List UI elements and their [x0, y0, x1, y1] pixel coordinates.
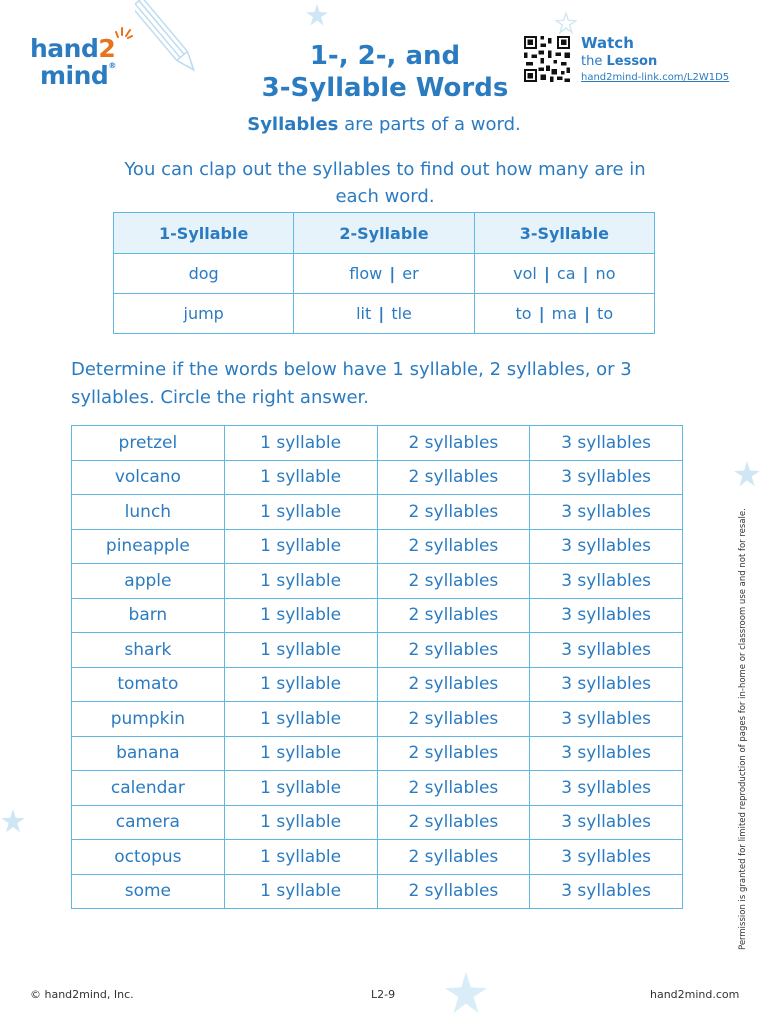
choice-1-syllable[interactable]: 1 syllable	[224, 426, 377, 461]
choice-2-syllables[interactable]: 2 syllables	[377, 771, 530, 806]
example-cell: dog	[114, 254, 294, 294]
table-row	[72, 702, 683, 737]
star-icon	[0, 808, 26, 834]
choice-3-syllables[interactable]: 3 syllables	[530, 598, 683, 633]
table-header-row	[114, 213, 655, 254]
sun-rays-icon	[115, 25, 133, 39]
choice-3-syllables[interactable]: 3 syllables	[530, 874, 683, 909]
table-row	[114, 294, 655, 334]
word-cell: octopus	[72, 840, 225, 875]
word-cell: barn	[72, 598, 225, 633]
choice-3-syllables[interactable]: 3 syllables	[530, 633, 683, 668]
qr-code-icon[interactable]	[524, 36, 570, 82]
choice-2-syllables[interactable]: 2 syllables	[377, 564, 530, 599]
footer-site[interactable]: hand2mind.com	[650, 988, 740, 1001]
choice-3-syllables[interactable]: 3 syllables	[530, 460, 683, 495]
example-cell: jump	[114, 294, 294, 334]
word-cell: banana	[72, 736, 225, 771]
word-cell: some	[72, 874, 225, 909]
intro-clap-text: You can clap out the syllables to find out how many are in each word.	[124, 159, 646, 207]
table-row	[72, 667, 683, 702]
star-icon	[443, 970, 489, 1016]
example-cell: vol | ca | no	[474, 254, 654, 294]
word-cell: apple	[72, 564, 225, 599]
choice-2-syllables[interactable]: 2 syllables	[377, 840, 530, 875]
example-cell: lit | tle	[294, 294, 474, 334]
table-row	[72, 598, 683, 633]
page-title	[230, 40, 540, 104]
table-row	[114, 254, 655, 294]
lesson-label: the Lesson	[581, 54, 658, 69]
word-cell: pineapple	[72, 529, 225, 564]
choice-2-syllables[interactable]: 2 syllables	[377, 495, 530, 530]
syllable-worksheet-table	[71, 425, 683, 909]
choice-1-syllable[interactable]: 1 syllable	[224, 702, 377, 737]
table-row	[72, 771, 683, 806]
header-1-syllable: 1-Syllable	[114, 213, 294, 254]
choice-3-syllables[interactable]: 3 syllables	[530, 702, 683, 737]
instructions: Determine if the words below have 1 syllable, 2 syllables, or 3 syllables. Circle the right answer.	[71, 359, 632, 408]
footer-page-number: L2-9	[371, 988, 396, 1001]
table-row	[72, 529, 683, 564]
choice-1-syllable[interactable]: 1 syllable	[224, 495, 377, 530]
lesson-link[interactable]: hand2mind-link.com/L2W1D5	[581, 72, 730, 83]
choice-3-syllables[interactable]: 3 syllables	[530, 495, 683, 530]
table-row	[72, 495, 683, 530]
example-syllable-table	[113, 212, 655, 334]
word-cell: pretzel	[72, 426, 225, 461]
word-cell: lunch	[72, 495, 225, 530]
table-row	[72, 736, 683, 771]
choice-3-syllables[interactable]: 3 syllables	[530, 529, 683, 564]
choice-3-syllables[interactable]: 3 syllables	[530, 426, 683, 461]
star-icon	[555, 12, 577, 34]
footer-copyright: © hand2mind, Inc.	[30, 988, 134, 1001]
choice-1-syllable[interactable]: 1 syllable	[224, 667, 377, 702]
choice-1-syllable[interactable]: 1 syllable	[224, 840, 377, 875]
choice-2-syllables[interactable]: 2 syllables	[377, 529, 530, 564]
table-row	[72, 840, 683, 875]
choice-3-syllables[interactable]: 3 syllables	[530, 771, 683, 806]
word-cell: shark	[72, 633, 225, 668]
choice-2-syllables[interactable]: 2 syllables	[377, 633, 530, 668]
choice-1-syllable[interactable]: 1 syllable	[224, 598, 377, 633]
choice-3-syllables[interactable]: 3 syllables	[530, 805, 683, 840]
choice-3-syllables[interactable]: 3 syllables	[530, 840, 683, 875]
choice-1-syllable[interactable]: 1 syllable	[224, 460, 377, 495]
choice-2-syllables[interactable]: 2 syllables	[377, 426, 530, 461]
example-cell: flow | er	[294, 254, 474, 294]
choice-1-syllable[interactable]: 1 syllable	[224, 771, 377, 806]
choice-1-syllable[interactable]: 1 syllable	[224, 805, 377, 840]
choice-2-syllables[interactable]: 2 syllables	[377, 874, 530, 909]
choice-1-syllable[interactable]: 1 syllable	[224, 564, 377, 599]
choice-1-syllable[interactable]: 1 syllable	[224, 736, 377, 771]
example-cell: to | ma | to	[474, 294, 654, 334]
choice-3-syllables[interactable]: 3 syllables	[530, 667, 683, 702]
choice-2-syllables[interactable]: 2 syllables	[377, 736, 530, 771]
choice-1-syllable[interactable]: 1 syllable	[224, 529, 377, 564]
header-2-syllable: 2-Syllable	[294, 213, 474, 254]
table-row	[72, 633, 683, 668]
choice-2-syllables[interactable]: 2 syllables	[377, 702, 530, 737]
choice-2-syllables[interactable]: 2 syllables	[377, 667, 530, 702]
table-row	[72, 460, 683, 495]
choice-3-syllables[interactable]: 3 syllables	[530, 564, 683, 599]
choice-2-syllables[interactable]: 2 syllables	[377, 598, 530, 633]
word-cell: pumpkin	[72, 702, 225, 737]
word-cell: calendar	[72, 771, 225, 806]
header-3-syllable: 3-Syllable	[474, 213, 654, 254]
watch-label: Watch	[581, 34, 634, 52]
title-line-2: 3-Syllable Words	[261, 73, 509, 103]
star-icon	[305, 3, 329, 27]
table-row	[72, 874, 683, 909]
word-cell: camera	[72, 805, 225, 840]
word-cell: volcano	[72, 460, 225, 495]
permission-note: Permission is granted for limited reproduction of pages for in-home or classroom use and not for resale.	[738, 508, 748, 950]
table-row	[72, 564, 683, 599]
word-cell: tomato	[72, 667, 225, 702]
choice-1-syllable[interactable]: 1 syllable	[224, 874, 377, 909]
table-row	[72, 426, 683, 461]
table-row	[72, 805, 683, 840]
intro-definition: Syllables are parts of a word.	[247, 114, 521, 135]
choice-1-syllable[interactable]: 1 syllable	[224, 633, 377, 668]
pencil-icon	[135, 0, 205, 80]
choice-2-syllables[interactable]: 2 syllables	[377, 805, 530, 840]
choice-3-syllables[interactable]: 3 syllables	[530, 736, 683, 771]
choice-2-syllables[interactable]: 2 syllables	[377, 460, 530, 495]
title-line-1: 1-, 2-, and	[309, 41, 461, 71]
hand2mind-logo: hand2 mind®	[30, 34, 130, 90]
